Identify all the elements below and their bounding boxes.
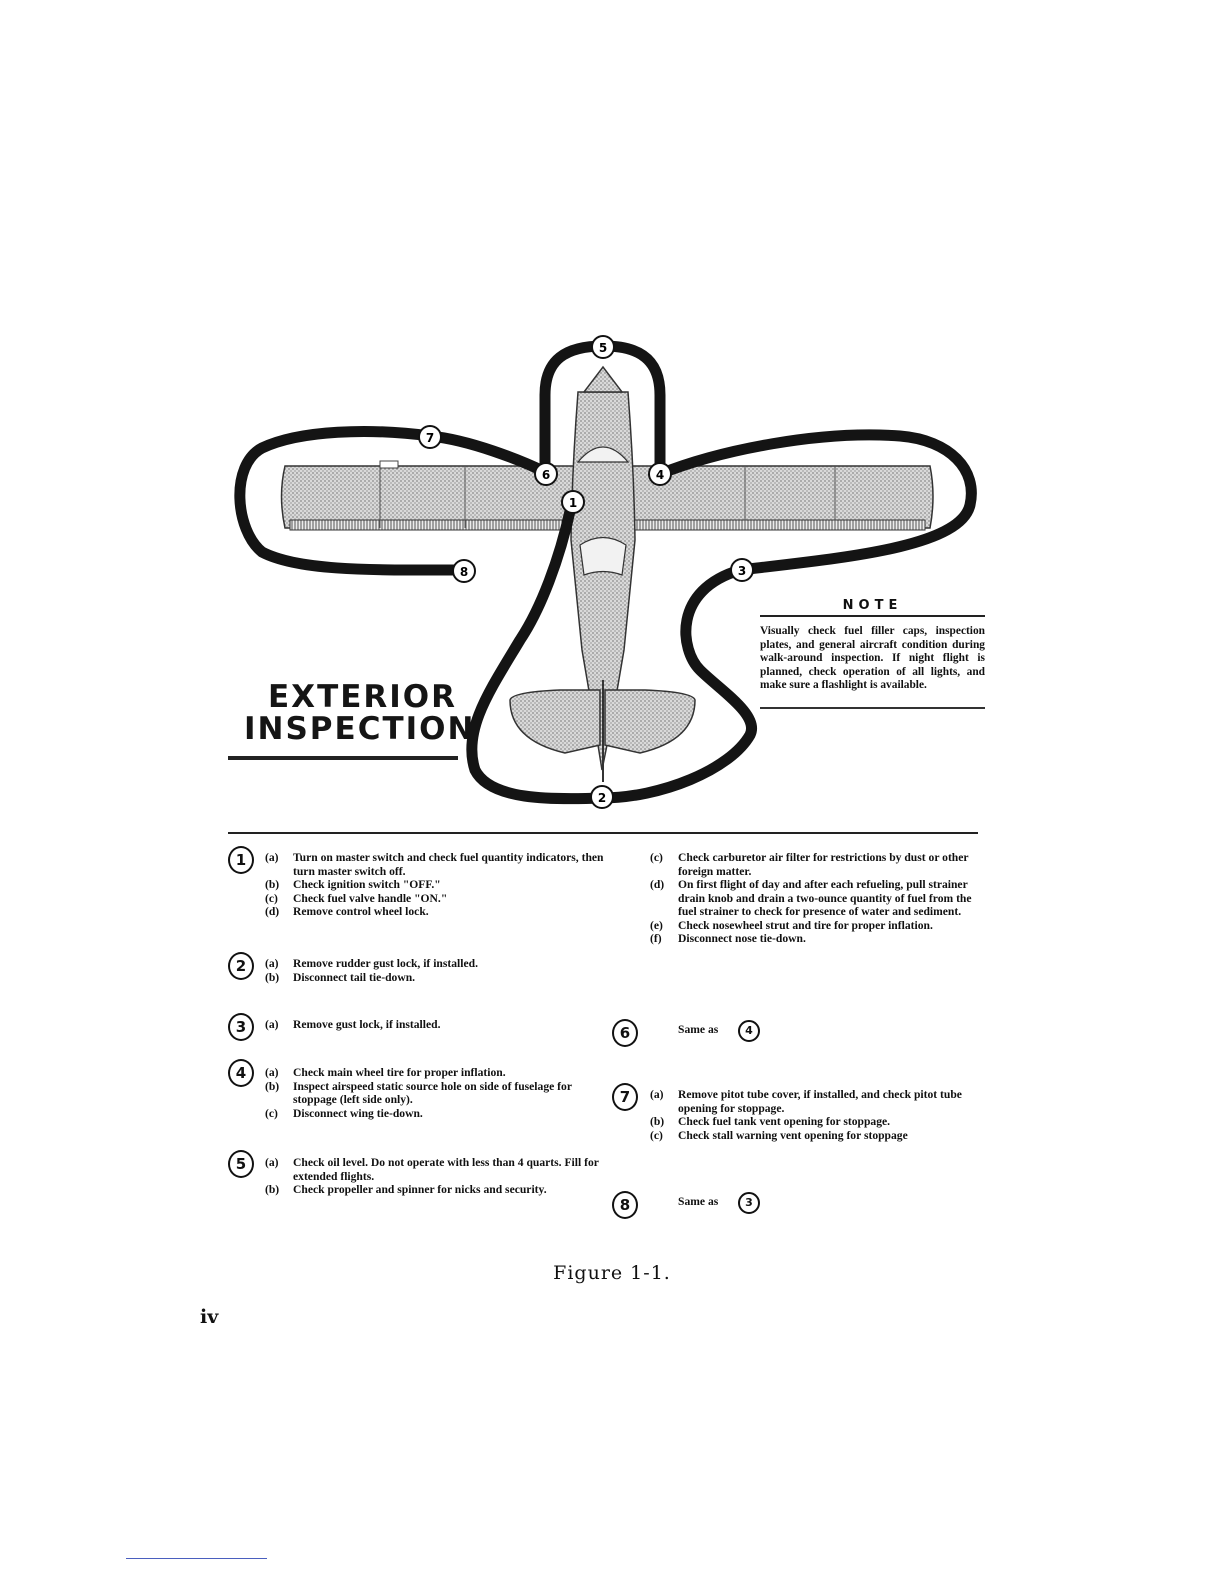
marker-2 — [591, 786, 613, 808]
svg-text:7: 7 — [425, 431, 435, 445]
list-item: (f) Disconnect nose tie-down. — [650, 932, 806, 945]
svg-text:8: 8 — [459, 565, 469, 579]
step-6-ref-badge: 4 — [738, 1020, 760, 1042]
svg-text:3: 3 — [737, 564, 747, 578]
airplane-tail — [510, 680, 695, 782]
page-number: iv — [200, 1306, 219, 1328]
list-item: (a) Remove gust lock, if installed. — [265, 1018, 441, 1031]
step-4 — [265, 1066, 605, 1120]
marker-5 — [592, 336, 614, 358]
svg-text:6: 6 — [541, 468, 551, 482]
step-5-continued — [650, 851, 990, 946]
note-top-rule — [760, 615, 985, 617]
marker-4 — [649, 463, 671, 485]
marker-8 — [453, 560, 475, 582]
step-1-badge: 1 — [228, 846, 254, 874]
step-8-same-as: Same as — [678, 1195, 719, 1208]
list-item: (d) On first flight of day and after each refueling, pull strainer drain knob and drain a two-ounce quantity of fuel from the fuel strainer to check for presence of water and sediment. — [650, 878, 972, 918]
list-item: (c) Disconnect wing tie-down. — [265, 1106, 423, 1120]
list-item: (a) Remove pitot tube cover, if installed, and check pitot tube opening for stoppage. — [650, 1088, 962, 1115]
list-item: (a) Check main wheel tire for proper inflation. — [265, 1066, 506, 1079]
step-5-badge: 5 — [228, 1150, 254, 1178]
title-line-2: INSPECTION — [244, 711, 476, 747]
list-item: (b) Disconnect tail tie-down. — [265, 970, 416, 984]
list-item: (a) Remove rudder gust lock, if installed. — [265, 957, 478, 970]
step-6-same-as: Same as — [678, 1023, 719, 1036]
section-divider — [228, 832, 978, 834]
list-item: (e) Check nosewheel strut and tire for proper inflation. — [650, 918, 933, 932]
list-item: (b) Check fuel tank vent opening for stoppage. — [650, 1115, 891, 1128]
list-item: (b) Check propeller and spinner for nicks and security. — [265, 1183, 547, 1196]
list-item: (a) Check oil level. Do not operate with less than 4 quarts. Fill for extended flights. — [265, 1156, 599, 1183]
note-heading: NOTE — [842, 598, 903, 613]
list-item: (c) Check stall warning vent opening for stoppage — [650, 1128, 908, 1142]
list-item: (c) Check carburetor air filter for restrictions by dust or other foreign matter. — [650, 851, 969, 878]
step-7-badge: 7 — [612, 1083, 638, 1111]
svg-text:4: 4 — [655, 468, 665, 482]
title-line-1: EXTERIOR — [268, 679, 458, 715]
step-5 — [265, 1156, 605, 1197]
marker-3 — [731, 559, 753, 581]
step-3 — [265, 1018, 605, 1032]
step-1 — [265, 851, 605, 919]
step-2 — [265, 957, 605, 984]
note-text: Visually check fuel filler caps, inspection plates, and general aircraft condition during walk-around inspection. If night flight is planned, check operation of all lights, and make sure a flashlight is available. — [760, 625, 985, 692]
step-2-badge: 2 — [228, 952, 254, 980]
list-item: (c) Check fuel valve handle "ON." — [265, 891, 448, 905]
list-item: (d) Remove control wheel lock. — [265, 905, 429, 918]
step-8-badge: 8 — [612, 1191, 638, 1219]
title-underline — [228, 756, 458, 760]
footnote-rule — [126, 1558, 267, 1559]
step-6-badge: 6 — [612, 1019, 638, 1047]
marker-1 — [562, 491, 584, 513]
step-8-ref-badge: 3 — [738, 1192, 760, 1214]
marker-6 — [535, 463, 557, 485]
marker-7 — [419, 426, 441, 448]
step-4-badge: 4 — [228, 1059, 254, 1087]
note-box — [760, 598, 985, 709]
note-bottom-rule — [760, 707, 985, 709]
svg-text:2: 2 — [597, 791, 607, 805]
list-item: (a) Turn on master switch and check fuel quantity indicators, then turn master switch off. — [265, 851, 604, 878]
figure-caption: Figure 1-1. — [553, 1262, 671, 1284]
svg-text:1: 1 — [568, 496, 578, 510]
list-item: (b) Inspect airspeed static source hole on side of fuselage for stoppage (left side only). — [265, 1079, 572, 1106]
list-item: (b) Check ignition switch "OFF." — [265, 878, 441, 891]
svg-text:5: 5 — [598, 341, 608, 355]
step-7 — [650, 1088, 990, 1142]
step-3-badge: 3 — [228, 1013, 254, 1041]
